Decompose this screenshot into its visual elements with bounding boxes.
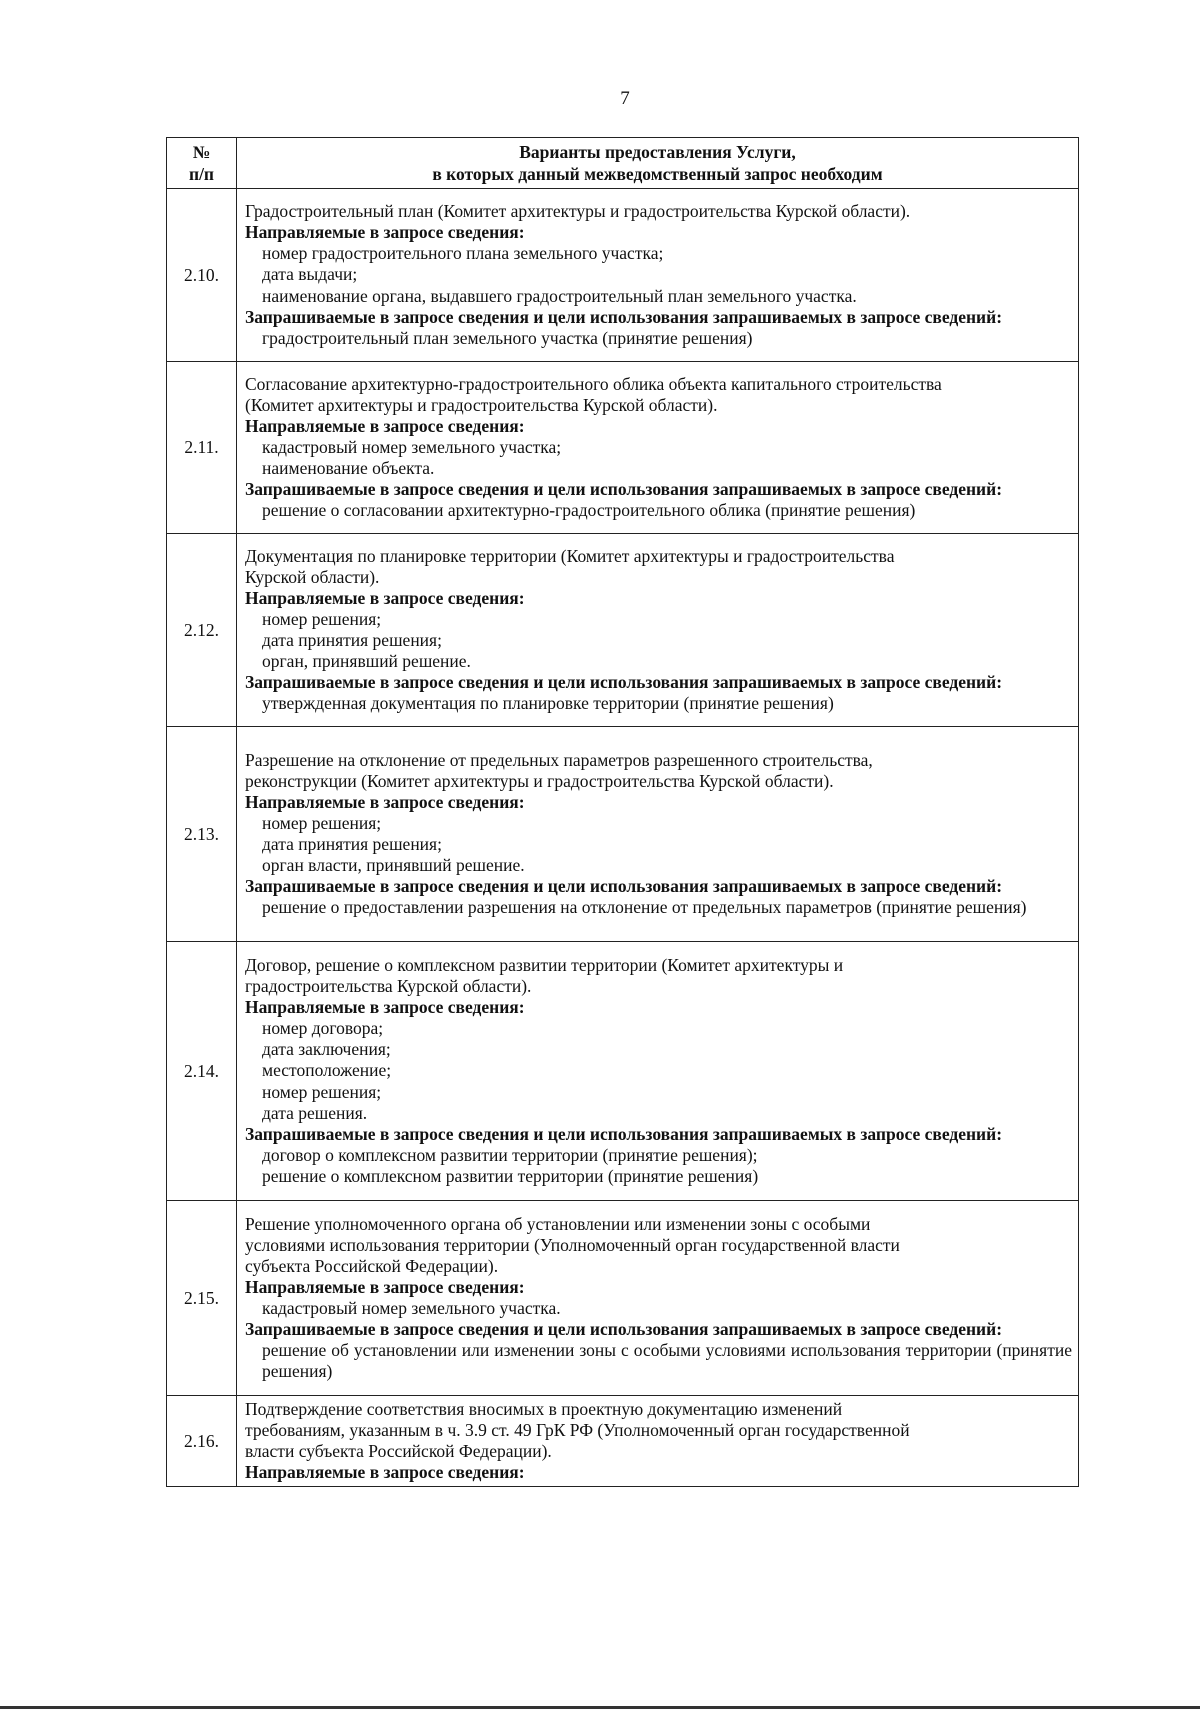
sent-info-item: номер решения; (262, 1081, 382, 1102)
table-row (167, 189, 1079, 362)
row-title-line: Курской области). (245, 566, 380, 587)
row-content (237, 942, 1079, 1201)
sent-info-item: номер решения; (262, 608, 382, 629)
row-title-line: требованиям, указанным в ч. 3.9 ст. 49 ГрК РФ (Уполномоченный орган государственной (245, 1419, 910, 1440)
requested-info-item: решение о согласовании архитектурно-градостроительного облика (принятие решения) (262, 500, 916, 521)
sent-info-item: номер договора; (262, 1018, 384, 1039)
requested-info-label: Запрашиваемые в запросе сведения и цели использования запрашиваемых в запросе сведений: (245, 1123, 1003, 1144)
table-header-row (167, 138, 1079, 189)
sent-info-item: номер решения; (262, 812, 382, 833)
row-number: 2.13. (167, 727, 237, 942)
table-row (167, 534, 1079, 727)
row-number: 2.14. (167, 942, 237, 1201)
row-content (237, 189, 1079, 362)
sent-info-label: Направляемые в запросе сведения: (245, 1462, 525, 1483)
sent-info-label: Направляемые в запросе сведения: (245, 997, 525, 1018)
header-variants-line1: Варианты предоставления Услуги, (519, 142, 796, 162)
sent-info-item: дата принятия решения; (262, 834, 442, 854)
header-number-line2: п/п (188, 164, 215, 184)
row-content (237, 727, 1079, 942)
row-title-line: субъекта Российской Федерации). (245, 1255, 499, 1276)
row-title-line: Подтверждение соответствия вносимых в проектную документацию изменений (245, 1398, 843, 1419)
row-title-line: Градостроительный план (Комитет архитектуры и градостроительства Курской области). (245, 201, 911, 222)
requested-info-item: решение о комплексном развитии территории (принятие решения) (262, 1165, 759, 1186)
row-content (237, 362, 1079, 534)
requested-info-item: утвержденная документация по планировке территории (принятие решения) (262, 693, 834, 714)
row-title-line: власти субъекта Российской Федерации). (245, 1441, 552, 1461)
sent-info-item: дата заключения; (262, 1039, 391, 1060)
row-number: 2.11. (167, 362, 237, 534)
sent-info-item: наименование органа, выдавшего градостроительный план земельного участка. (262, 285, 857, 306)
row-content (237, 534, 1079, 727)
requested-info-label: Запрашиваемые в запросе сведения и цели использования запрашиваемых в запросе сведений: (245, 306, 1003, 327)
sent-info-label: Направляемые в запросе сведения: (245, 222, 525, 243)
row-number: 2.12. (167, 534, 237, 727)
requests-table (166, 137, 1079, 1487)
requested-info-item: решение о предоставлении разрешения на отклонение от предельных параметров (принятие решения) (262, 897, 1027, 918)
requested-info-label: Запрашиваемые в запросе сведения и цели использования запрашиваемых в запросе сведений: (245, 479, 1003, 500)
sent-info-item: наименование объекта. (262, 458, 435, 479)
table-row (167, 362, 1079, 534)
header-number-line1: № (192, 142, 211, 162)
header-number-column (167, 138, 237, 189)
row-number: 2.15. (167, 1201, 237, 1396)
sent-info-item: кадастровый номер земельного участка; (262, 436, 562, 457)
row-content (237, 1396, 1079, 1487)
row-title-line: условиями использования территории (Уполномоченный орган государственной власти (245, 1234, 900, 1255)
row-title-line: Договор, решение о комплексном развитии территории (Комитет архитектуры и (245, 954, 844, 975)
sent-info-label: Направляемые в запросе сведения: (245, 587, 525, 608)
row-title-line: (Комитет архитектуры и градостроительства Курской области). (245, 394, 718, 415)
sent-info-item: местоположение; (262, 1060, 392, 1081)
row-title-line: Документация по планировке территории (Комитет архитектуры и градостроительства (245, 545, 895, 566)
sent-info-item: кадастровый номер земельного участка. (262, 1298, 561, 1318)
row-content (237, 1201, 1079, 1396)
row-title-line: реконструкции (Комитет архитектуры и градостроительства Курской области). (245, 770, 834, 791)
requested-info-item: градостроительный план земельного участка (принятие решения) (262, 327, 753, 348)
sent-info-item: номер градостроительного плана земельного участка; (262, 243, 664, 264)
header-variants-line2: в которых данный межведомственный запрос необходим (432, 164, 883, 184)
table-row (167, 942, 1079, 1201)
sent-info-item: дата решения. (262, 1102, 368, 1123)
requested-info-label: Запрашиваемые в запросе сведения и цели использования запрашиваемых в запросе сведений: (245, 876, 1003, 897)
row-title-line: Решение уполномоченного органа об установлении или изменении зоны с особыми (245, 1213, 871, 1234)
row-title-line: Согласование архитектурно-градостроительного облика объекта капитального строительства (245, 373, 942, 394)
requested-info-label: Запрашиваемые в запросе сведения и цели использования запрашиваемых в запросе сведений: (245, 672, 1003, 693)
table-row (167, 727, 1079, 942)
header-variants-column (237, 138, 1079, 189)
sent-info-item: дата принятия решения; (262, 630, 442, 650)
requested-info-item: решение об установлении или изменении зоны с особыми условиями использования территории (принятие решения) (262, 1340, 1072, 1382)
sent-info-label: Направляемые в запросе сведения: (245, 1276, 525, 1297)
row-number: 2.10. (167, 189, 237, 362)
sent-info-label: Направляемые в запросе сведения: (245, 415, 525, 436)
row-number: 2.16. (167, 1396, 237, 1487)
sent-info-item: дата выдачи; (262, 264, 358, 285)
row-title-line: градостроительства Курской области). (245, 976, 532, 997)
table-row (167, 1201, 1079, 1396)
requested-info-item: договор о комплексном развитии территории (принятие решения); (262, 1144, 758, 1165)
requested-info-label: Запрашиваемые в запросе сведения и цели использования запрашиваемых в запросе сведений: (245, 1319, 1003, 1340)
sent-info-label: Направляемые в запросе сведения: (245, 791, 525, 812)
page-number: 7 (620, 88, 630, 109)
table-row (167, 1396, 1079, 1487)
row-title-line: Разрешение на отклонение от предельных параметров разрешенного строительства, (245, 749, 873, 770)
sent-info-item: орган, принявший решение. (262, 651, 471, 672)
sent-info-item: орган власти, принявший решение. (262, 855, 525, 876)
